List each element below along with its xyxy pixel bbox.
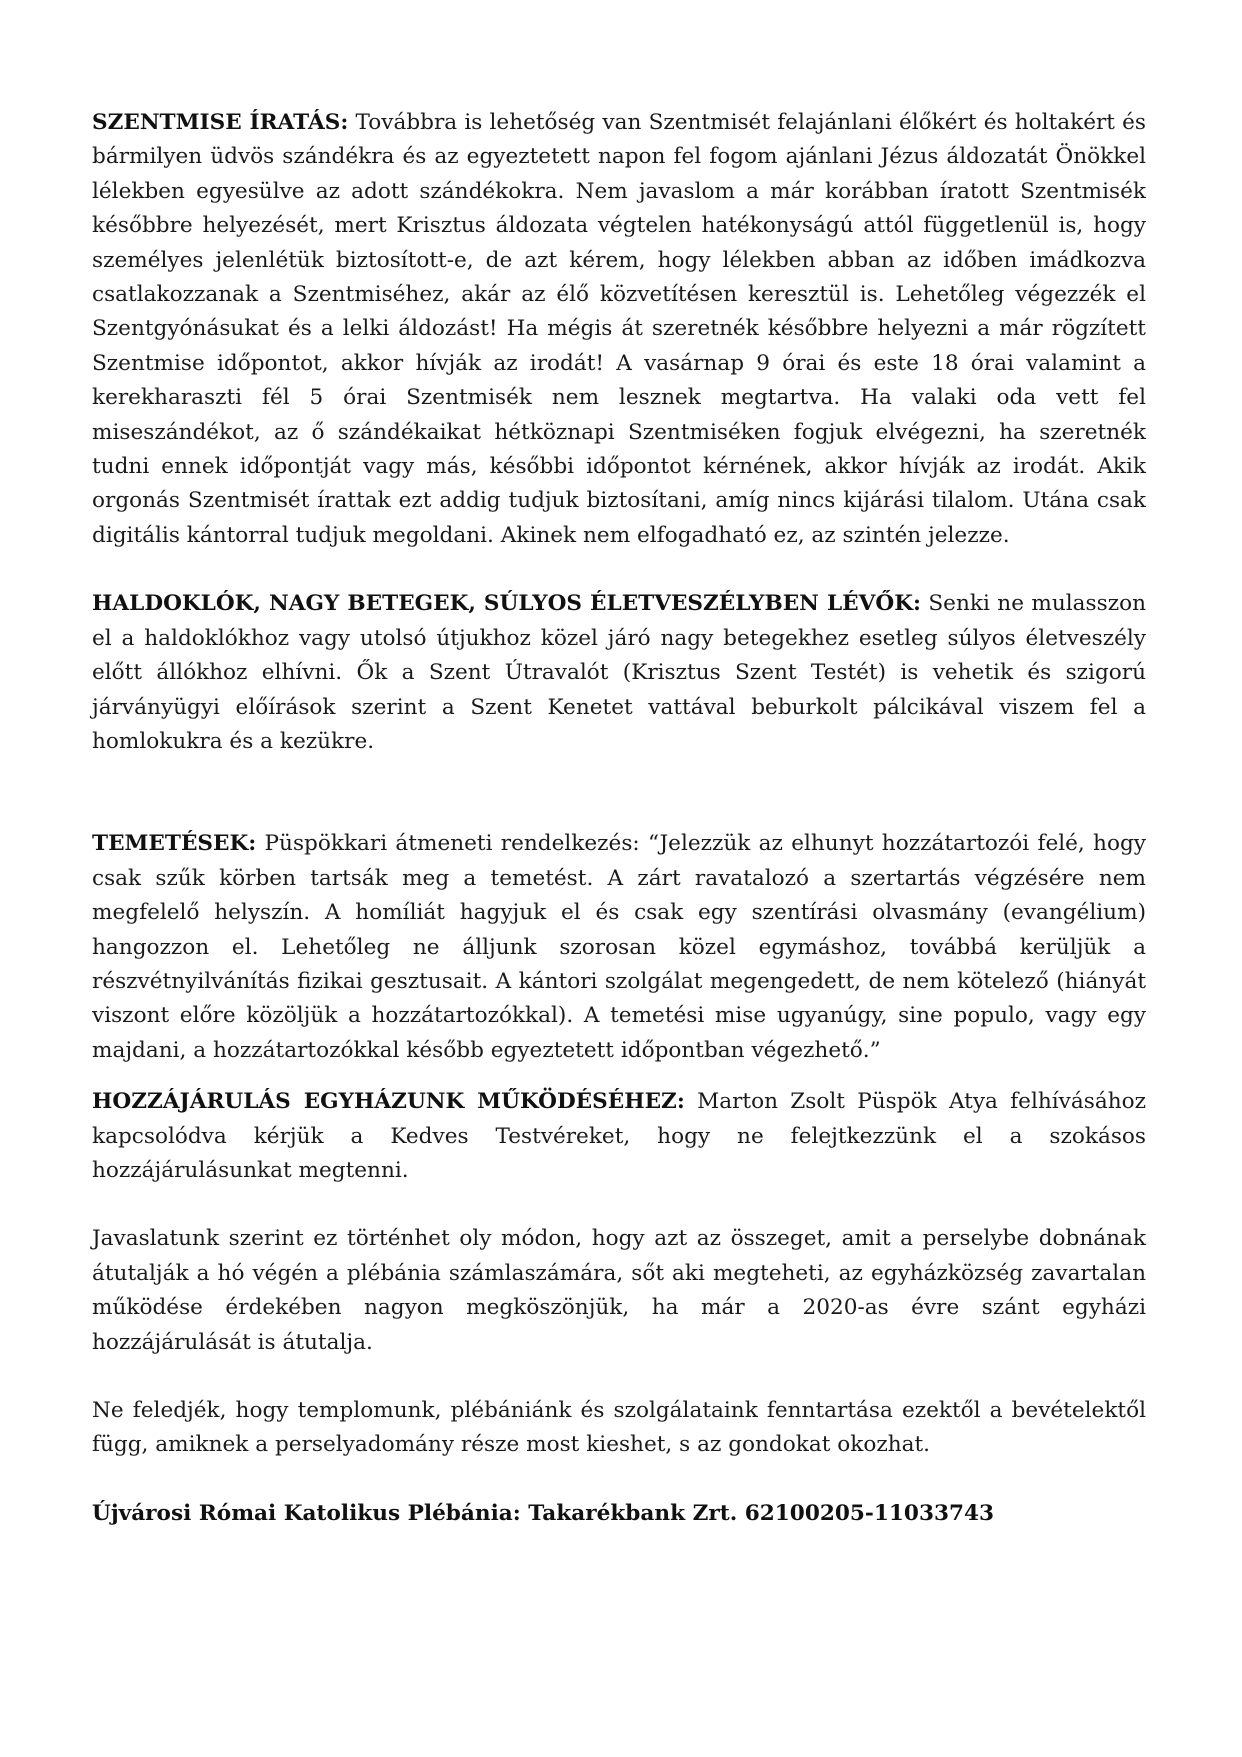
spacer — [92, 1360, 1146, 1394]
javaslat-paragraph: Javaslatunk szerint ez történhet oly módon, hogy azt az összeget, amit a perselybe dobnának átutalják a hó végén a plébánia számlaszámára, sőt aki megteheti, az egyházközség zavartalan működése érdekében nagyon megköszönjük, ha már a 2020-as évre szánt egyházi hozzájárulását is átutalja. — [92, 1226, 1146, 1355]
hozzajarulas-body: Marton Zsolt Püspök Atya felhívásához kapcsolódva kérjük a Kedves Testvéreket, hogy ne felejtkezzünk el a szokásos hozzájárulásunkat megtenni. — [92, 1089, 1146, 1183]
szentmise-iratas-heading: SZENTMISE ÍRATÁS: — [92, 110, 349, 135]
haldoklok-body: Senki ne mulasszon el a haldoklókhoz vagy utolsó útjukhoz közel járó nagy betegekhez esetleg súlyos életveszély előtt állókhoz elhívni. Ők a Szent Útravalót (Krisztus Szent Testét) is vehetik és szigorú járványügyi előírások szerint a Szent Kenetet vattával beburkolt pálcikával viszem fel a homlokukra és a kezükre. — [92, 591, 1147, 754]
bank-account-line: Újvárosi Római Katolikus Plébánia: Takarékbank Zrt. 62100205-11033743 — [92, 1500, 995, 1526]
hozzajarulas-heading: HOZZÁJÁRULÁS EGYHÁZUNK MŰKÖDÉSÉHEZ: — [92, 1089, 685, 1115]
temetesek-body: Püspökkari átmeneti rendelkezés: “Jelezzük az elhunyt hozzátartozói felé, hogy csak szűk körben tartsák meg a temetést. A zárt ravatalozó a szertartás végzésére nem megfelelő helyszín. A homíliát hagyjuk el és csak egy szentírási olvasmány (evangélium) hangozzon el. Lehetőleg ne álljunk szorosan közel egymáshoz, továbbá kerüljük a részvétnyilvánítás fizikai gesztusait. A kántori szolgálat megengedett, de nem kötelező (hiányát viszont előre közöljük a hozzátartozókkal). A temetési mise ugyanúgy, sine populo, vagy egy majdani, a hozzátartozókkal később egyeztetett időpontban végezhető.” — [92, 831, 1146, 1063]
szentmise-iratas-body: Továbbra is lehetőség van Szentmisét felajánlani élőkért és holtakért és bármilyen üdvös szándékra és az egyeztetett napon fel fogom ajánlani Jézus áldozatát Önökkel lélekben egyesülve az adott szándékokra. Nem javaslom a már korábban íratott Szentmisék későbbre helyezését, mert Krisztus áldozata végtelen hatékonyságú attól függetlenül is, hogy személyes jelenlétük biztosított-e, de azt kérem, hogy lélekben abban az időben imádkozva csatlakozzanak a Szentmiséhez, akár az élő közvetítésen keresztül is. Lehetőleg végezzék el Szentgyónásukat és a lelki áldozást! Ha mégis át szeretnék későbbre helyezni a már rögzített Szentmise időpontot, akkor hívják az irodát! A vasárnap 9 órai és este 18 órai valamint a kerekharaszti fél 5 órai Szentmisék nem lesznek megtartva. Ha valaki oda vett fel miseszándékot, az ő szándékaikat hétköznapi Szentmiséken fogjuk elvégezni, ha szeretnék tudni ennek időpontját vagy más, későbbi időpontot kérnének, akkor hívják az irodát. Akik orgonás Szentmisét írattak ezt addig tudjuk biztosítani, amíg nincs kijárási tilalom. Utána csak digitális kántorral tudjuk megoldani. Akinek nem elfogadható ez, az szintén jelezze. — [92, 110, 1147, 548]
szentmise-iratas-paragraph — [92, 106, 1146, 553]
haldoklok-heading: HALDOKLÓK, NAGY BETEGEK, SÚLYOS ÉLETVESZÉLYBEN LÉVŐK: — [92, 591, 921, 617]
feledjek-paragraph: Ne feledjék, hogy templomunk, plébániánk és szolgálataink fenntartása ezektől a bevételektől függ, amiknek a perselyadomány része most kieshet, s az gondokat okozhat. — [92, 1398, 1146, 1458]
hozzajarulas-paragraph — [92, 1085, 1146, 1188]
spacer — [92, 553, 1146, 587]
spacer — [92, 1463, 1146, 1497]
spacer — [92, 1068, 1146, 1085]
temetesek-paragraph — [92, 827, 1146, 1068]
spacer — [92, 759, 1146, 827]
haldoklok-paragraph — [92, 587, 1146, 759]
spacer — [92, 1188, 1146, 1222]
document-page — [92, 106, 1146, 1531]
temetesek-heading: TEMETÉSEK: — [92, 831, 257, 857]
